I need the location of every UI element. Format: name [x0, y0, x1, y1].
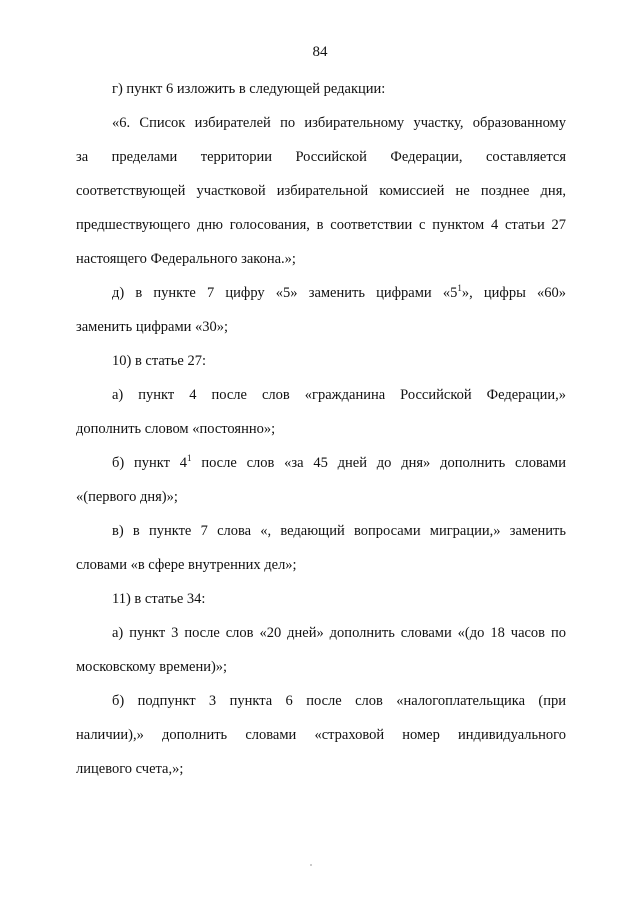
text-line: настоящего Федерального закона.»; — [76, 251, 296, 267]
text-line: а) пункт 3 после слов «20 дней» дополнить словами «(до 18 часов по — [112, 625, 566, 641]
text-line: словами «в сфере внутренних дел»; — [76, 557, 297, 573]
text-line: в) в пункте 7 слова «, ведающий вопросами миграции,» заменить — [112, 523, 566, 539]
article-27-heading: 10) в статье 27: — [112, 353, 206, 369]
text-line: «(первого дня)»; — [76, 489, 178, 505]
text-line: а) пункт 4 после слов «гражданина Российской Федерации,» — [112, 387, 566, 403]
text-line: наличии),» дополнить словами «страховой номер индивидуального — [76, 727, 566, 743]
article-34-heading: 11) в статье 34: — [112, 591, 206, 607]
text-fragment: д) в пункте 7 цифру «5» заменить цифрами «5 — [112, 285, 458, 301]
text-line: московскому времени)»; — [76, 659, 228, 675]
text-line: соответствующей участковой избирательной комиссией не позднее дня, — [76, 183, 566, 199]
text-line: заменить цифрами «30»; — [76, 319, 229, 335]
item-b-art34 — [76, 684, 566, 786]
page-number: 84 — [312, 44, 328, 60]
text-fragment: б) пункт 4 — [112, 455, 188, 471]
item-v-art27 — [76, 514, 566, 582]
item-a-art34 — [76, 616, 566, 684]
superscript: 1 — [457, 283, 462, 293]
text-line: «6. Список избирателей по избирательному участку, образованному — [112, 115, 566, 131]
item-d — [76, 276, 566, 344]
text-fragment: после слов «за 45 дней до дня» дополнить словами — [191, 455, 566, 471]
text-fragment: », цифры «60» — [461, 285, 566, 301]
item-g: г) пункт 6 изложить в следующей редакции: — [112, 81, 386, 97]
item-a-art27 — [76, 378, 566, 446]
text-line: за пределами территории Российской Федерации, составляется — [76, 149, 566, 165]
text-line: дополнить словом «постоянно»; — [76, 421, 276, 437]
item-b-art27 — [76, 446, 566, 514]
text-line: б) подпункт 3 пункта 6 после слов «налогоплательщика (при — [112, 693, 566, 709]
quoted-paragraph-6 — [76, 106, 566, 276]
superscript: 1 — [187, 453, 192, 463]
text-line: предшествующего дню голосования, в соответствии с пунктом 4 статьи 27 — [76, 217, 566, 233]
text-line — [76, 446, 566, 480]
text-line — [76, 276, 566, 310]
document-body — [76, 72, 566, 786]
scan-speck — [310, 864, 312, 866]
text-line: лицевого счета,»; — [76, 761, 184, 777]
